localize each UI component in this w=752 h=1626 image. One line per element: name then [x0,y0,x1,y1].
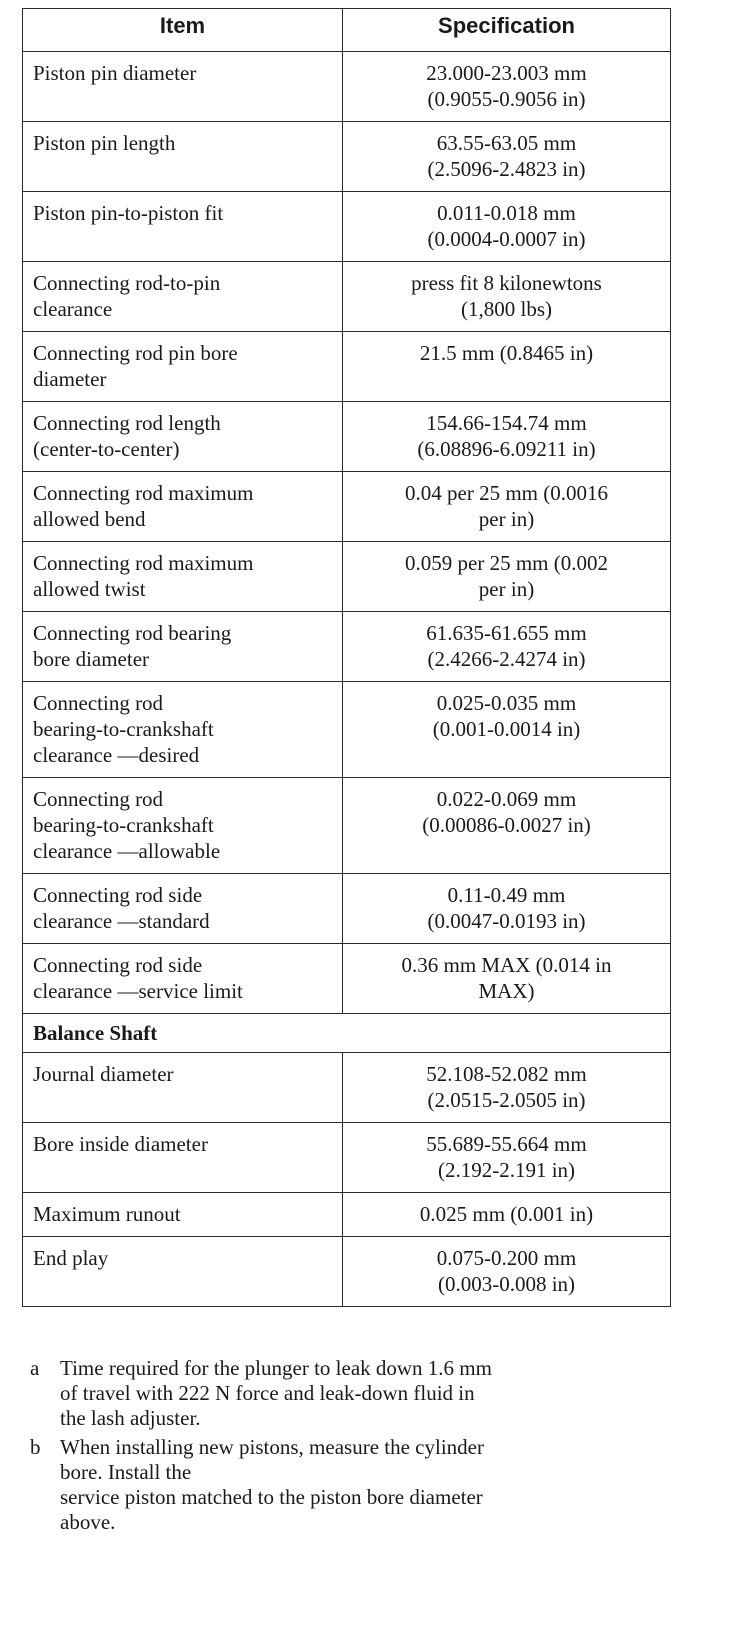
table-row [23,332,671,402]
item-text: Connecting rod-to-pin clearance [33,271,221,321]
item-text: Piston pin diameter [33,61,197,85]
table-row [23,1193,671,1237]
spec-cell [343,1237,671,1307]
item-text: Connecting rod bearing-to-crankshaft clearance —desired [33,691,214,767]
item-text: Bore inside diameter [33,1132,208,1156]
spec-cell [343,1123,671,1193]
item-cell [23,1237,343,1307]
item-cell [23,262,343,332]
table-row [23,542,671,612]
footnote-key: b [30,1435,41,1459]
spec-text: 61.635-61.655 mm (2.4266-2.4274 in) [426,621,587,671]
spec-text: 52.108-52.082 mm (2.0515-2.0505 in) [426,1062,587,1112]
table-row [23,262,671,332]
item-text: Maximum runout [33,1202,181,1226]
item-cell [23,1193,343,1237]
item-text: Connecting rod side clearance —standard [33,883,210,933]
header-item: Item [23,9,343,52]
footnote-text: When installing new pistons, measure the cylinder bore. Install the service piston matched to the piston bore diameter above. [60,1435,484,1534]
item-cell [23,612,343,682]
item-text: Connecting rod side clearance —service limit [33,953,243,1003]
spec-text: 0.075-0.200 mm (0.003-0.008 in) [436,1246,577,1296]
footnote-text: Time required for the plunger to leak down 1.6 mm of travel with 222 N force and leak-down fluid in the lash adjuster. [60,1356,492,1430]
spec-text: 63.55-63.05 mm (2.5096-2.4823 in) [427,131,586,181]
spec-text: 0.025 mm (0.001 in) [419,1202,594,1226]
item-text: Piston pin length [33,131,176,155]
item-cell [23,778,343,874]
item-cell [23,52,343,122]
spec-cell [343,682,671,778]
spec-cell [343,874,671,944]
spec-text: 0.011-0.018 mm (0.0004-0.0007 in) [427,201,586,251]
specification-table [22,8,671,1307]
section-title-row [23,1014,671,1053]
table-row [23,402,671,472]
spec-cell [343,332,671,402]
item-text: Connecting rod pin bore diameter [33,341,238,391]
header-specification: Specification [343,9,671,52]
table-row [23,778,671,874]
spec-cell [343,52,671,122]
item-cell [23,944,343,1014]
spec-text: 0.04 per 25 mm (0.0016 per in) [405,481,608,531]
item-cell [23,542,343,612]
footnote-key: a [30,1356,40,1380]
table-header-row [23,9,671,52]
spec-cell [343,1053,671,1123]
spec-cell [343,542,671,612]
spec-cell [343,192,671,262]
item-text: Journal diameter [33,1062,174,1086]
footnotes [30,1356,670,1539]
item-cell [23,472,343,542]
spec-text: 23.000-23.003 mm (0.9055-0.9056 in) [426,61,587,111]
item-text: Connecting rod maximum allowed bend [33,481,254,531]
spec-cell [343,612,671,682]
table-row [23,682,671,778]
spec-text: 0.36 mm MAX (0.014 in MAX) [401,953,612,1003]
item-cell [23,192,343,262]
item-text: Connecting rod bearing-to-crankshaft clearance —allowable [33,787,221,863]
footnote-a [30,1356,670,1431]
table-row [23,1237,671,1307]
table-row [23,1053,671,1123]
spec-cell [343,1193,671,1237]
spec-cell [343,944,671,1014]
item-cell [23,1123,343,1193]
spec-cell [343,778,671,874]
spec-cell [343,472,671,542]
item-cell [23,332,343,402]
spec-text: 154.66-154.74 mm (6.08896-6.09211 in) [417,411,596,461]
section-title-balance-shaft: Balance Shaft [23,1014,671,1053]
item-cell [23,682,343,778]
spec-cell [343,122,671,192]
item-cell [23,122,343,192]
item-text: Connecting rod length (center-to-center) [33,411,221,461]
spec-text: press fit 8 kilonewtons (1,800 lbs) [411,271,602,321]
spec-text: 0.025-0.035 mm (0.001-0.0014 in) [432,691,581,741]
table-body [23,52,671,1307]
table-row [23,612,671,682]
spec-cell [343,402,671,472]
table-row [23,472,671,542]
spec-text: 0.11-0.49 mm (0.0047-0.0193 in) [427,883,586,933]
spec-text: 0.022-0.069 mm (0.00086-0.0027 in) [422,787,591,837]
table-row [23,52,671,122]
table-row [23,874,671,944]
item-cell [23,402,343,472]
footnote-b [30,1435,670,1535]
table-row [23,1123,671,1193]
item-text: Piston pin-to-piston fit [33,201,224,225]
table-row [23,944,671,1014]
item-text: End play [33,1246,109,1270]
spec-text: 0.059 per 25 mm (0.002 per in) [405,551,608,601]
spec-cell [343,262,671,332]
item-text: Connecting rod maximum allowed twist [33,551,254,601]
spec-text: 55.689-55.664 mm (2.192-2.191 in) [426,1132,587,1182]
item-text: Connecting rod bearing bore diameter [33,621,232,671]
item-cell [23,1053,343,1123]
item-cell [23,874,343,944]
spec-text: 21.5 mm (0.8465 in) [419,341,594,365]
table-row [23,192,671,262]
table-row [23,122,671,192]
